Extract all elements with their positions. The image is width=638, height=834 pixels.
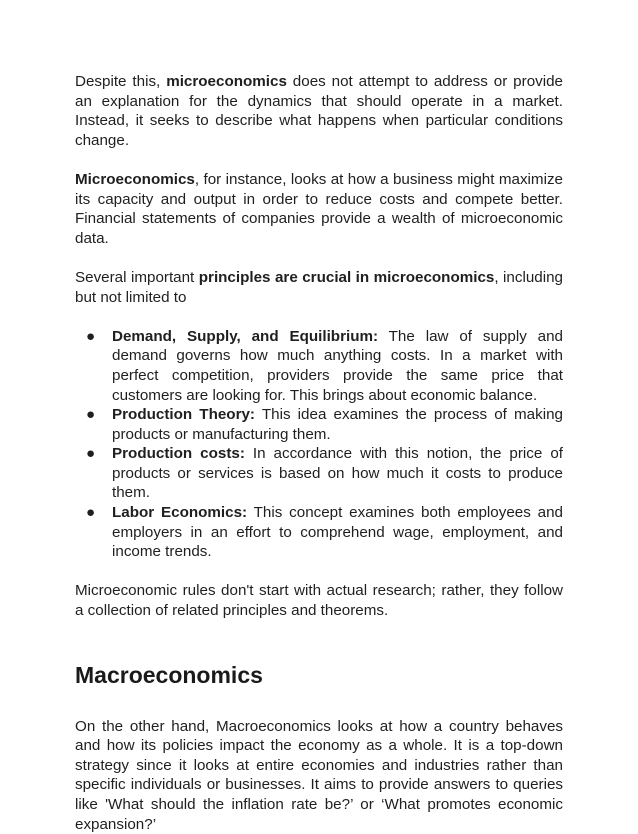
bullet-icon: ●: [86, 445, 96, 463]
text: The law of supply and demand governs how much anything costs. In a market with perfect competition, providers provide the same price that customers are looking for. This brings about economic balance.: [112, 327, 563, 404]
list-item: [86, 327, 563, 405]
paragraph-macroeconomics: On the other hand, Macroeconomics looks at how a country behaves and how its policies impact the economy as a whole. It is a top-down strategy since it looks at entire economies and industries rather than specific individuals or businesses. It aims to provide answers to queries like 'What should the inflation rate be?’ or ‘What promotes economic expansion?’: [75, 717, 563, 833]
text: does not attempt to address or provide an explanation for the dynamics that should operate in a market. Instead, it seeks to describe what happens when particular conditions change.: [75, 73, 563, 149]
bold-term: Production costs:: [112, 445, 245, 463]
bold-term: Production Theory:: [112, 406, 255, 424]
bold-term: Microeconomics: [75, 170, 195, 188]
bullet-icon: ●: [86, 327, 96, 345]
text: This concept examines both employees and employers in an effort to comprehend wage, employment, and income trends.: [112, 504, 563, 561]
section-heading: Macroeconomics: [75, 661, 263, 688]
list-item: [86, 405, 563, 444]
bold-term: microeconomics: [166, 73, 287, 90]
paragraph-intro: [75, 72, 563, 150]
principles-list: [75, 327, 563, 562]
bullet-icon: ●: [86, 406, 96, 424]
paragraph-microeconomics: [75, 170, 563, 248]
bold-term: Demand, Supply, and Equilibrium:: [112, 327, 379, 345]
document-page: [75, 72, 563, 834]
text: Despite this,: [75, 73, 167, 90]
text: In accordance with this notion, the price of products or services is based on how much it costs to produce them.: [112, 445, 563, 502]
text: Several important: [75, 268, 199, 286]
list-item: [86, 444, 563, 503]
list-item: [86, 503, 563, 562]
text: This idea examines the process of making products or manufacturing them.: [112, 406, 563, 443]
bold-term: Labor Economics:: [112, 504, 248, 522]
text: , for instance, looks at how a business might maximize its capacity and output in order to reduce costs and compete better. Financial statements of companies provide a wealth of microeconomic data.: [75, 170, 563, 247]
paragraph-principles: [75, 268, 563, 307]
bullet-icon: ●: [86, 504, 96, 522]
text: , including but not limited to: [75, 268, 563, 306]
paragraph-rules: Microeconomic rules don't start with actual research; rather, they follow a collection of related principles and theorems.: [75, 582, 563, 620]
bold-term: principles are crucial in microeconomics: [198, 268, 495, 286]
